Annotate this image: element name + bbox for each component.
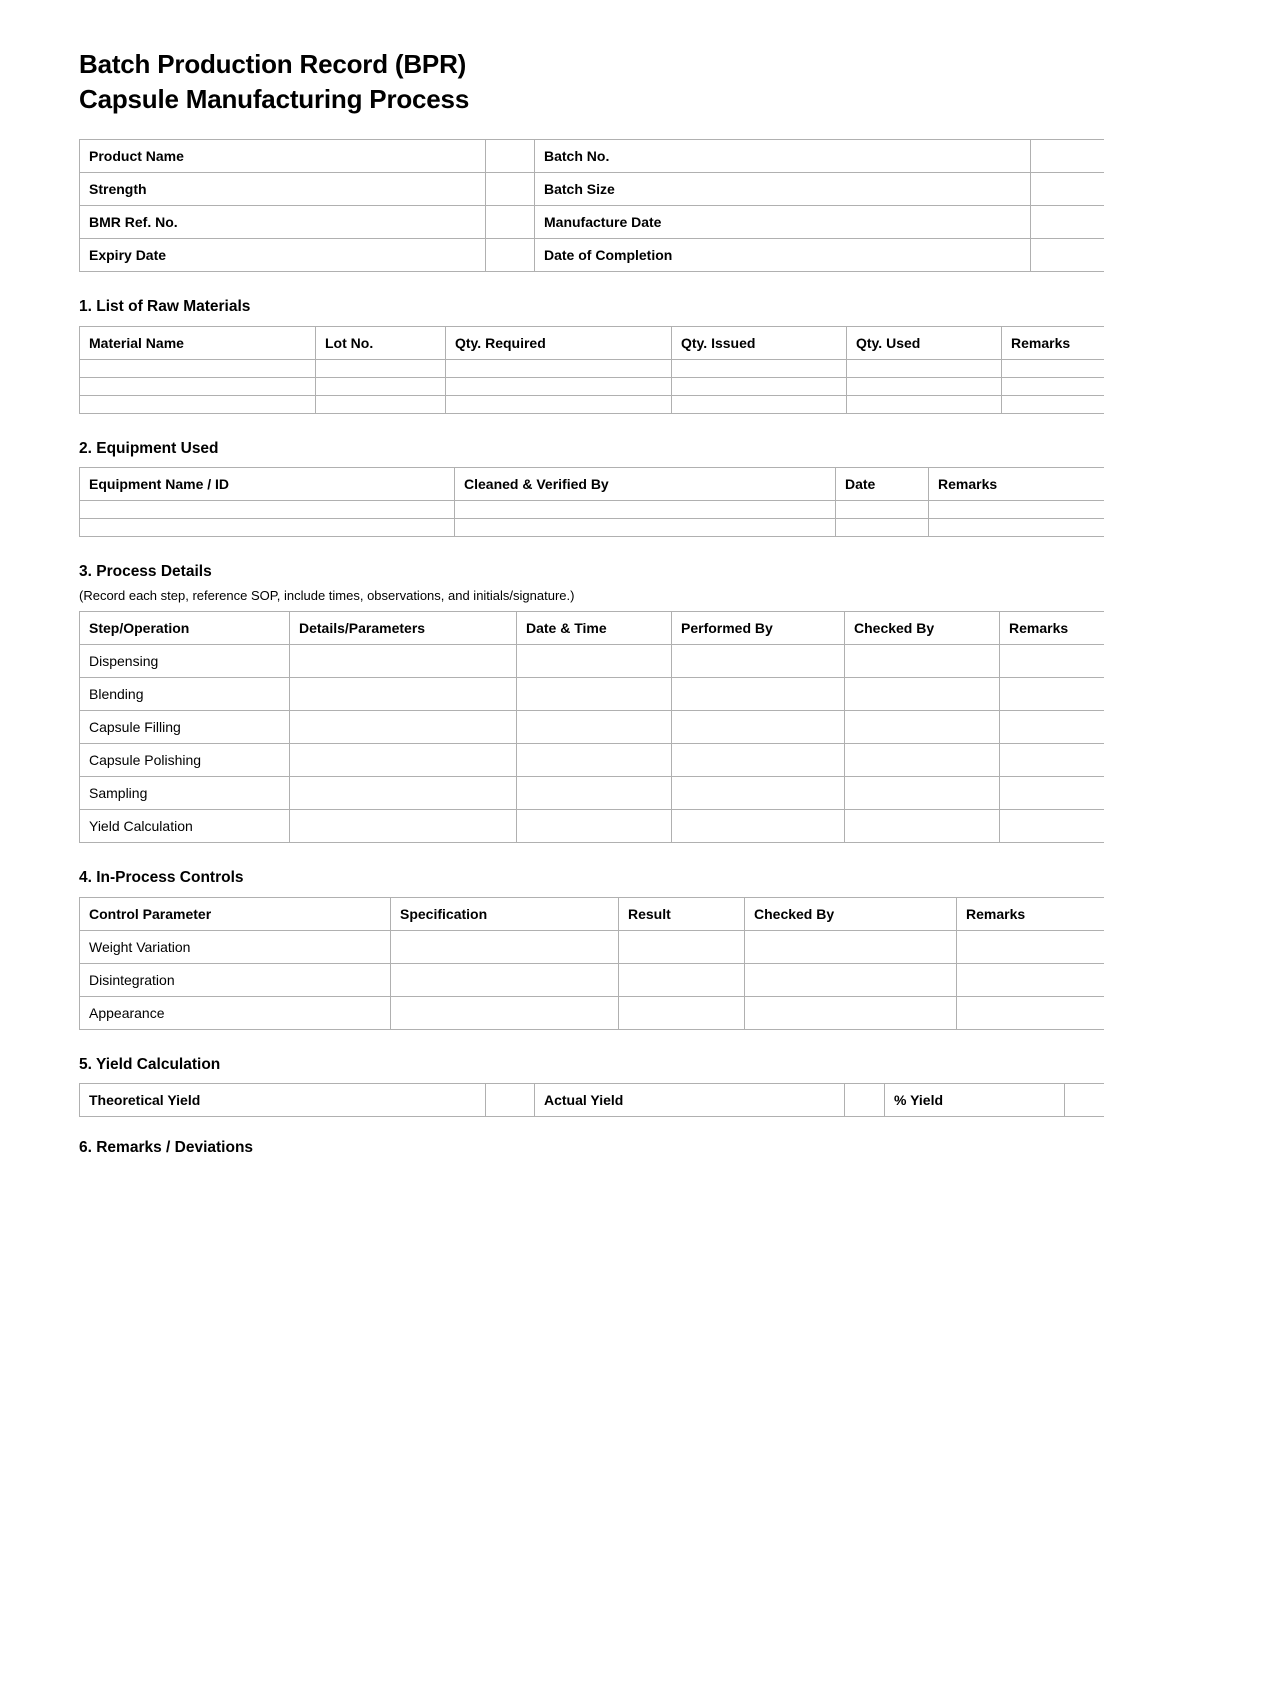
- field-value-bmr-ref-no[interactable]: [486, 206, 535, 239]
- field-value-actual-yield[interactable]: [845, 1084, 885, 1117]
- cell-date[interactable]: [836, 501, 929, 519]
- page-title-line-2: Capsule Manufacturing Process: [79, 84, 470, 115]
- cell-result[interactable]: [619, 963, 745, 996]
- column-header-qty-used: Qty. Used: [847, 326, 1002, 359]
- column-header-qty-issued: Qty. Issued: [672, 326, 847, 359]
- cell-performed-by[interactable]: [672, 711, 845, 744]
- column-header-control-parameter: Control Parameter: [80, 897, 391, 930]
- cell-checked-by[interactable]: [845, 678, 1000, 711]
- column-header-material-name: Material Name: [80, 326, 316, 359]
- field-label-product-name: Product Name: [80, 140, 486, 173]
- field-value-percent-yield[interactable]: [1065, 1084, 1105, 1117]
- field-label-actual-yield: Actual Yield: [535, 1084, 845, 1117]
- cell-step-capsule-filling: Capsule Filling: [80, 711, 290, 744]
- column-header-remarks: Remarks: [1000, 612, 1105, 645]
- field-value-product-name[interactable]: [486, 140, 535, 173]
- table-header-row: [80, 897, 1105, 930]
- field-label-strength: Strength: [80, 173, 486, 206]
- in-process-controls-table: [79, 897, 1104, 1030]
- cell-details-parameters[interactable]: [290, 810, 517, 843]
- column-header-date: Date: [836, 468, 929, 501]
- cell-specification[interactable]: [391, 996, 619, 1029]
- cell-performed-by[interactable]: [672, 678, 845, 711]
- table-row: [80, 744, 1105, 777]
- field-value-batch-size[interactable]: [1031, 173, 1105, 206]
- table-row: [80, 963, 1105, 996]
- field-label-batch-size: Batch Size: [535, 173, 1031, 206]
- column-header-date-time: Date & Time: [517, 612, 672, 645]
- cell-remarks[interactable]: [1002, 377, 1105, 395]
- cell-remarks[interactable]: [929, 501, 1105, 519]
- cell-qty-required[interactable]: [446, 359, 672, 377]
- column-header-qty-required: Qty. Required: [446, 326, 672, 359]
- field-value-theoretical-yield[interactable]: [486, 1084, 535, 1117]
- cell-details-parameters[interactable]: [290, 711, 517, 744]
- column-header-remarks: Remarks: [1002, 326, 1105, 359]
- table-row: [80, 173, 1105, 206]
- cell-result[interactable]: [619, 930, 745, 963]
- header-info-section: [79, 139, 1104, 272]
- section-heading-in-process-controls: 4. In-Process Controls: [79, 869, 244, 887]
- cell-performed-by[interactable]: [672, 744, 845, 777]
- column-header-lot-no: Lot No.: [316, 326, 446, 359]
- cell-step-dispensing: Dispensing: [80, 645, 290, 678]
- cell-date-time[interactable]: [517, 777, 672, 810]
- cell-remarks[interactable]: [1000, 777, 1105, 810]
- raw-materials-section: [79, 298, 1104, 414]
- cell-step-capsule-polishing: Capsule Polishing: [80, 744, 290, 777]
- column-header-performed-by: Performed By: [672, 612, 845, 645]
- cell-remarks[interactable]: [929, 519, 1105, 537]
- table-row: [80, 810, 1105, 843]
- cell-remarks[interactable]: [1000, 744, 1105, 777]
- header-info-table: [79, 139, 1104, 272]
- table-row: [80, 377, 1105, 395]
- cell-cleaned-verified-by[interactable]: [455, 501, 836, 519]
- cell-date-time[interactable]: [517, 711, 672, 744]
- cell-checked-by[interactable]: [845, 744, 1000, 777]
- section-heading-process-details: 3. Process Details: [79, 563, 212, 581]
- cell-remarks[interactable]: [957, 963, 1105, 996]
- cell-material-name[interactable]: [80, 395, 316, 413]
- field-value-manufacture-date[interactable]: [1031, 206, 1105, 239]
- field-label-percent-yield: % Yield: [885, 1084, 1065, 1117]
- cell-lot-no[interactable]: [316, 395, 446, 413]
- process-details-section: [79, 563, 1104, 843]
- column-header-remarks: Remarks: [929, 468, 1105, 501]
- cell-lot-no[interactable]: [316, 377, 446, 395]
- page-title: [79, 47, 1104, 117]
- table-row: [80, 930, 1105, 963]
- process-details-note: (Record each step, reference SOP, include times, observations, and initials/signature.): [79, 587, 575, 603]
- table-row: [80, 645, 1105, 678]
- section-heading-equipment-used: 2. Equipment Used: [79, 439, 219, 457]
- cell-checked-by[interactable]: [845, 777, 1000, 810]
- column-header-checked-by: Checked By: [845, 612, 1000, 645]
- column-header-equipment-name-id: Equipment Name / ID: [80, 468, 455, 501]
- table-row: [80, 777, 1105, 810]
- cell-equipment-name-id[interactable]: [80, 519, 455, 537]
- equipment-table: [79, 467, 1104, 537]
- cell-remarks[interactable]: [1000, 711, 1105, 744]
- field-label-date-of-completion: Date of Completion: [535, 239, 1031, 272]
- cell-result[interactable]: [619, 996, 745, 1029]
- cell-remarks[interactable]: [1002, 359, 1105, 377]
- cell-step-sampling: Sampling: [80, 777, 290, 810]
- cell-equipment-name-id[interactable]: [80, 501, 455, 519]
- table-row: [80, 239, 1105, 272]
- cell-qty-issued[interactable]: [672, 377, 847, 395]
- table-header-row: [80, 468, 1105, 501]
- column-header-details-parameters: Details/Parameters: [290, 612, 517, 645]
- cell-checked-by[interactable]: [745, 996, 957, 1029]
- cell-qty-used[interactable]: [847, 395, 1002, 413]
- section-heading-yield-calculation: 5. Yield Calculation: [79, 1055, 221, 1073]
- cell-specification[interactable]: [391, 930, 619, 963]
- page-title-line-1: Batch Production Record (BPR): [79, 49, 467, 79]
- cell-control-weight-variation: Weight Variation: [80, 930, 391, 963]
- table-row: [80, 206, 1105, 239]
- yield-calculation-table: [79, 1083, 1104, 1117]
- cell-cleaned-verified-by[interactable]: [455, 519, 836, 537]
- cell-details-parameters[interactable]: [290, 777, 517, 810]
- table-row: [80, 678, 1105, 711]
- cell-checked-by[interactable]: [745, 963, 957, 996]
- table-row: [80, 501, 1105, 519]
- cell-lot-no[interactable]: [316, 359, 446, 377]
- cell-performed-by[interactable]: [672, 777, 845, 810]
- cell-details-parameters[interactable]: [290, 744, 517, 777]
- cell-qty-issued[interactable]: [672, 395, 847, 413]
- table-row: [80, 996, 1105, 1029]
- remarks-deviations-section: [79, 1139, 1104, 1158]
- cell-remarks[interactable]: [1000, 810, 1105, 843]
- column-header-cleaned-verified-by: Cleaned & Verified By: [455, 468, 836, 501]
- cell-remarks[interactable]: [957, 930, 1105, 963]
- section-heading-remarks-deviations: 6. Remarks / Deviations: [79, 1139, 254, 1157]
- table-row: [80, 519, 1105, 537]
- field-label-batch-no: Batch No.: [535, 140, 1031, 173]
- field-label-expiry-date: Expiry Date: [80, 239, 486, 272]
- field-value-strength[interactable]: [486, 173, 535, 206]
- equipment-section: [79, 440, 1104, 538]
- cell-date-time[interactable]: [517, 645, 672, 678]
- table-row: [80, 1084, 1105, 1117]
- column-header-step-operation: Step/Operation: [80, 612, 290, 645]
- cell-remarks[interactable]: [1000, 645, 1105, 678]
- column-header-checked-by: Checked By: [745, 897, 957, 930]
- cell-qty-required[interactable]: [446, 377, 672, 395]
- raw-materials-table: [79, 326, 1104, 414]
- table-row: [80, 711, 1105, 744]
- cell-material-name[interactable]: [80, 359, 316, 377]
- cell-control-appearance: Appearance: [80, 996, 391, 1029]
- cell-date-time[interactable]: [517, 744, 672, 777]
- cell-material-name[interactable]: [80, 377, 316, 395]
- cell-date[interactable]: [836, 519, 929, 537]
- cell-date-time[interactable]: [517, 810, 672, 843]
- cell-step-yield-calculation: Yield Calculation: [80, 810, 290, 843]
- cell-qty-used[interactable]: [847, 359, 1002, 377]
- table-row: [80, 140, 1105, 173]
- column-header-remarks: Remarks: [957, 897, 1105, 930]
- cell-checked-by[interactable]: [845, 645, 1000, 678]
- field-value-expiry-date[interactable]: [486, 239, 535, 272]
- cell-qty-used[interactable]: [847, 377, 1002, 395]
- cell-details-parameters[interactable]: [290, 645, 517, 678]
- cell-date-time[interactable]: [517, 678, 672, 711]
- field-value-batch-no[interactable]: [1031, 140, 1105, 173]
- cell-performed-by[interactable]: [672, 810, 845, 843]
- cell-remarks[interactable]: [957, 996, 1105, 1029]
- cell-specification[interactable]: [391, 963, 619, 996]
- column-header-specification: Specification: [391, 897, 619, 930]
- cell-checked-by[interactable]: [745, 930, 957, 963]
- cell-checked-by[interactable]: [845, 810, 1000, 843]
- cell-step-blending: Blending: [80, 678, 290, 711]
- process-details-table: [79, 611, 1104, 843]
- cell-control-disintegration: Disintegration: [80, 963, 391, 996]
- cell-remarks[interactable]: [1000, 678, 1105, 711]
- table-row: [80, 395, 1105, 413]
- cell-qty-issued[interactable]: [672, 359, 847, 377]
- column-header-result: Result: [619, 897, 745, 930]
- cell-qty-required[interactable]: [446, 395, 672, 413]
- table-header-row: [80, 612, 1105, 645]
- cell-details-parameters[interactable]: [290, 678, 517, 711]
- section-heading-raw-materials: 1. List of Raw Materials: [79, 298, 251, 316]
- table-row: [80, 359, 1105, 377]
- field-label-manufacture-date: Manufacture Date: [535, 206, 1031, 239]
- field-label-theoretical-yield: Theoretical Yield: [80, 1084, 486, 1117]
- document-content: [79, 47, 1104, 1290]
- cell-remarks[interactable]: [1002, 395, 1105, 413]
- field-label-bmr-ref-no: BMR Ref. No.: [80, 206, 486, 239]
- table-header-row: [80, 326, 1105, 359]
- in-process-controls-section: [79, 869, 1104, 1030]
- cell-checked-by[interactable]: [845, 711, 1000, 744]
- yield-calculation-section: [79, 1056, 1104, 1118]
- field-value-date-of-completion[interactable]: [1031, 239, 1105, 272]
- cell-performed-by[interactable]: [672, 645, 845, 678]
